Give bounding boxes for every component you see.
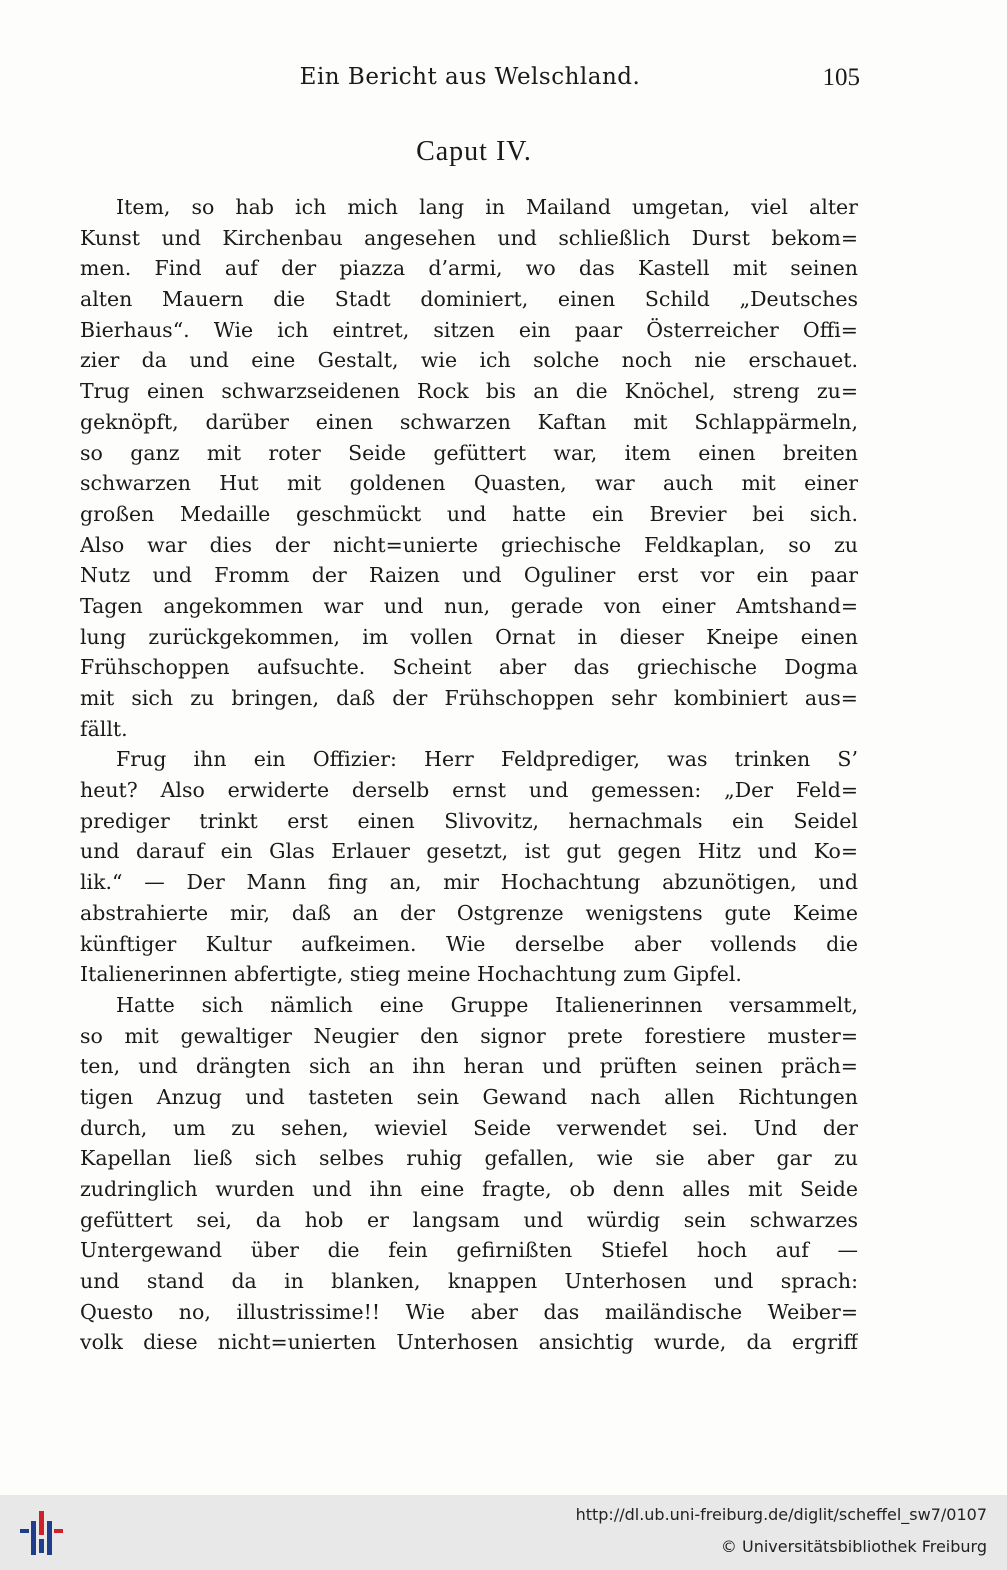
text-line: abstrahierte mir, daß an der Ostgrenze wenigstens gute Keime — [80, 900, 858, 925]
text-line: durch, um zu sehen, wieviel Seide verwendet sei. Und der — [80, 1115, 858, 1140]
text-line: volk diese nicht=unierten Unterhosen ansichtig wurde, da ergriff — [80, 1330, 858, 1355]
ub-freiburg-logo-icon[interactable] — [18, 1507, 64, 1557]
text-line: men. Find auf der piazza d’armi, wo das Kastell mit seinen — [80, 256, 858, 281]
text-line: prediger trinkt erst einen Slivovitz, hernachmals ein Seidel — [80, 808, 858, 833]
text-line: Item, so hab ich mich lang in Mailand umgetan, viel alter — [116, 195, 858, 219]
text-line: so mit gewaltiger Neugier den signor prete forestiere muster= — [80, 1023, 858, 1048]
text-line: zier da und eine Gestalt, wie ich solche noch nie erschauet. — [80, 348, 858, 373]
text-line: Also war dies der nicht=unierte griechische Feldkaplan, so zu — [80, 532, 858, 557]
text-line: Untergewand über die fein gefirnißten Stiefel hoch auf — — [80, 1238, 858, 1263]
text-line: geknöpft, darüber einen schwarzen Kaftan mit Schlappärmeln, — [80, 409, 858, 434]
text-line: Questo no, illustrissime!! Wie aber das mailändische Weiber= — [80, 1299, 858, 1324]
text-line: und stand da in blanken, knappen Unterhosen und sprach: — [80, 1269, 858, 1294]
source-url-link[interactable]: http://dl.ub.uni-freiburg.de/diglit/scheffel_sw7/0107 — [575, 1505, 987, 1524]
text-line: Kunst und Kirchenbau angesehen und schließlich Durst bekom= — [80, 225, 858, 250]
text-line: alten Mauern die Stadt dominiert, einen Schild „Deutsches — [80, 287, 858, 312]
text-line: tigen Anzug und tasteten sein Gewand nach allen Richtungen — [80, 1084, 858, 1109]
text-line: großen Medaille geschmückt und hatte ein Brevier bei sich. — [80, 501, 858, 526]
text-line: ten, und drängten sich an ihn heran und prüften seinen präch= — [80, 1054, 858, 1079]
running-head — [80, 64, 860, 100]
text-line: zudringlich wurden und ihn eine fragte, ob denn alles mit Seide — [80, 1177, 858, 1201]
body-text — [80, 192, 858, 1358]
text-line: Nutz und Fromm der Raizen und Oguliner erst vor ein paar — [80, 563, 858, 588]
text-line: fällt. — [80, 716, 128, 741]
text-line: Tagen angekommen war und nun, gerade von einer Amtshand= — [80, 593, 858, 618]
text-line: so ganz mit roter Seide gefüttert war, item einen breiten — [80, 440, 858, 465]
text-line: Kapellan ließ sich selbes ruhig gefallen, wie sie aber gar zu — [80, 1146, 858, 1171]
text-line: lik.“ — Der Mann fing an, mir Hochachtung abzunötigen, und — [80, 870, 858, 895]
text-line: gefüttert sei, da hob er langsam und würdig sein schwarzes — [80, 1207, 858, 1232]
text-line: künftiger Kultur aufkeimen. Wie derselbe aber vollends die — [80, 931, 858, 956]
copyright-notice: © Universitätsbibliothek Freiburg — [720, 1537, 987, 1556]
text-line: schwarzen Hut mit goldenen Quasten, war auch mit einer — [80, 471, 858, 496]
page-number: 105 — [822, 64, 860, 91]
text-line: Italienerinnen abfertigte, stieg meine Hochachtung zum Gipfel. — [80, 962, 742, 987]
chapter-heading: Caput IV. — [416, 136, 532, 167]
text-line: Frühschoppen aufsuchte. Scheint aber das griechische Dogma — [80, 655, 858, 680]
text-line: Trug einen schwarzseidenen Rock bis an die Knöchel, streng zu= — [80, 379, 858, 404]
text-line: und darauf ein Glas Erlauer gesetzt, ist gut gegen Hitz und Ko= — [80, 839, 858, 864]
text-line: heut? Also erwiderte derselb ernst und gemessen: „Der Feld= — [80, 778, 858, 803]
text-line: mit sich zu bringen, daß der Frühschoppen sehr kombiniert aus= — [80, 686, 858, 710]
text-line: lung zurückgekommen, im vollen Ornat in dieser Kneipe einen — [80, 624, 858, 649]
text-line: Bierhaus“. Wie ich eintret, sitzen ein paar Österreicher Offi= — [80, 317, 858, 342]
running-title: Ein Bericht aus Welschland. — [299, 64, 641, 90]
viewer-footer — [0, 1495, 1007, 1570]
text-line: Frug ihn ein Offizier: Herr Feldprediger, was trinken S’ — [116, 747, 858, 772]
text-line: Hatte sich nämlich eine Gruppe Italienerinnen versammelt, — [116, 992, 858, 1017]
